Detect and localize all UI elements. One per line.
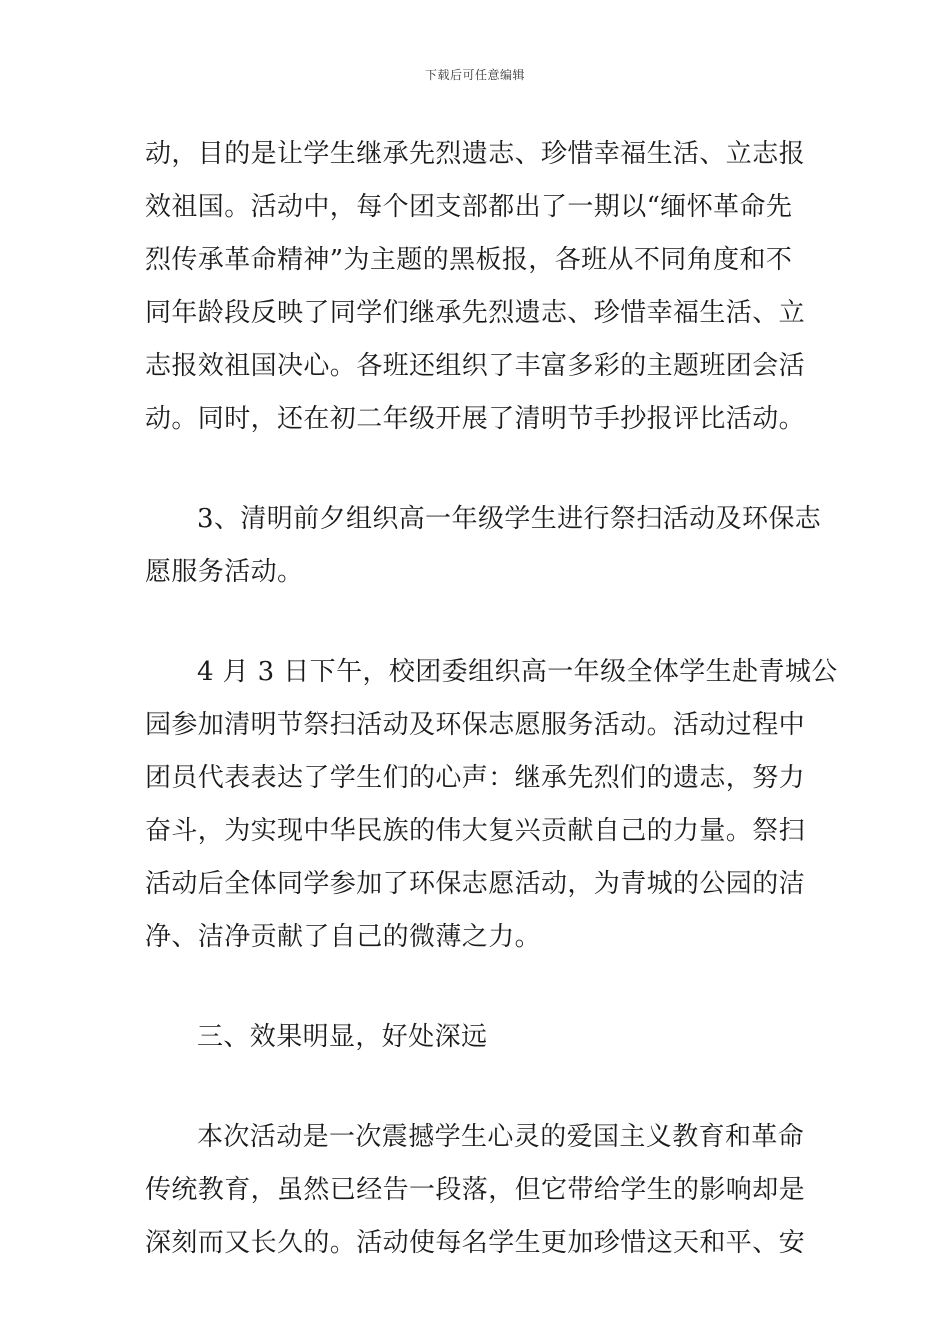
text-line: 动。同时，还在初二年级开展了清明节手抄报评比活动。 xyxy=(145,404,806,434)
text-line: 奋斗，为实现中华民族的伟大复兴贡献自己的力量。祭扫 xyxy=(145,816,806,846)
text-line: 烈传承革命精神”为主题的黑板报，各班从不同角度和不 xyxy=(145,245,793,275)
section-heading-results xyxy=(145,1011,810,1064)
paragraph-gap xyxy=(145,964,810,1011)
section-heading: 三、效果明显，好处深远 xyxy=(197,1022,488,1052)
text-line: 深刻而又长久的。活动使每名学生更加珍惜这天和平、安 xyxy=(145,1228,806,1258)
text-line: 4 月 3 日下午，校团委组织高一年级全体学生赴青城公 xyxy=(197,657,838,687)
paragraph-activities-continued xyxy=(145,128,810,446)
text-line: 活动后全体同学参加了环保志愿活动，为青城的公园的洁 xyxy=(145,869,806,899)
page-header: 下载后可任意编辑 xyxy=(424,68,525,82)
paragraph-gap xyxy=(145,446,810,493)
paragraph-item-3-heading xyxy=(145,493,822,599)
text-line: 本次活动是一次震撼学生心灵的爱国主义教育和革命 xyxy=(197,1122,805,1152)
text-line: 净、洁净贡献了自己的微薄之力。 xyxy=(145,922,542,952)
text-line: 团员代表表达了学生们的心声：继承先烈们的遗志，努力 xyxy=(145,763,806,793)
text-line: 效祖国。活动中，每个团支部都出了一期以“缅怀革命先 xyxy=(145,192,793,222)
paragraph-april-3-activity xyxy=(145,646,838,964)
text-line: 传统教育，虽然已经告一段落，但它带给学生的影响却是 xyxy=(145,1175,806,1205)
paragraph-activity-summary xyxy=(145,1111,810,1270)
document-body xyxy=(145,128,838,1270)
text-line: 3、清明前夕组织高一年级学生进行祭扫活动及环保志 xyxy=(197,504,822,534)
text-line: 园参加清明节祭扫活动及环保志愿服务活动。活动过程中 xyxy=(145,710,806,740)
paragraph-gap xyxy=(145,1064,810,1111)
text-line: 同年龄段反映了同学们继承先烈遗志、珍惜幸福生活、立 xyxy=(145,298,806,328)
text-line: 动，目的是让学生继承先烈遗志、珍惜幸福生活、立志报 xyxy=(145,139,806,169)
paragraph-gap xyxy=(145,599,810,646)
text-line: 愿服务活动。 xyxy=(145,557,304,587)
text-line: 志报效祖国决心。各班还组织了丰富多彩的主题班团会活 xyxy=(145,351,806,381)
